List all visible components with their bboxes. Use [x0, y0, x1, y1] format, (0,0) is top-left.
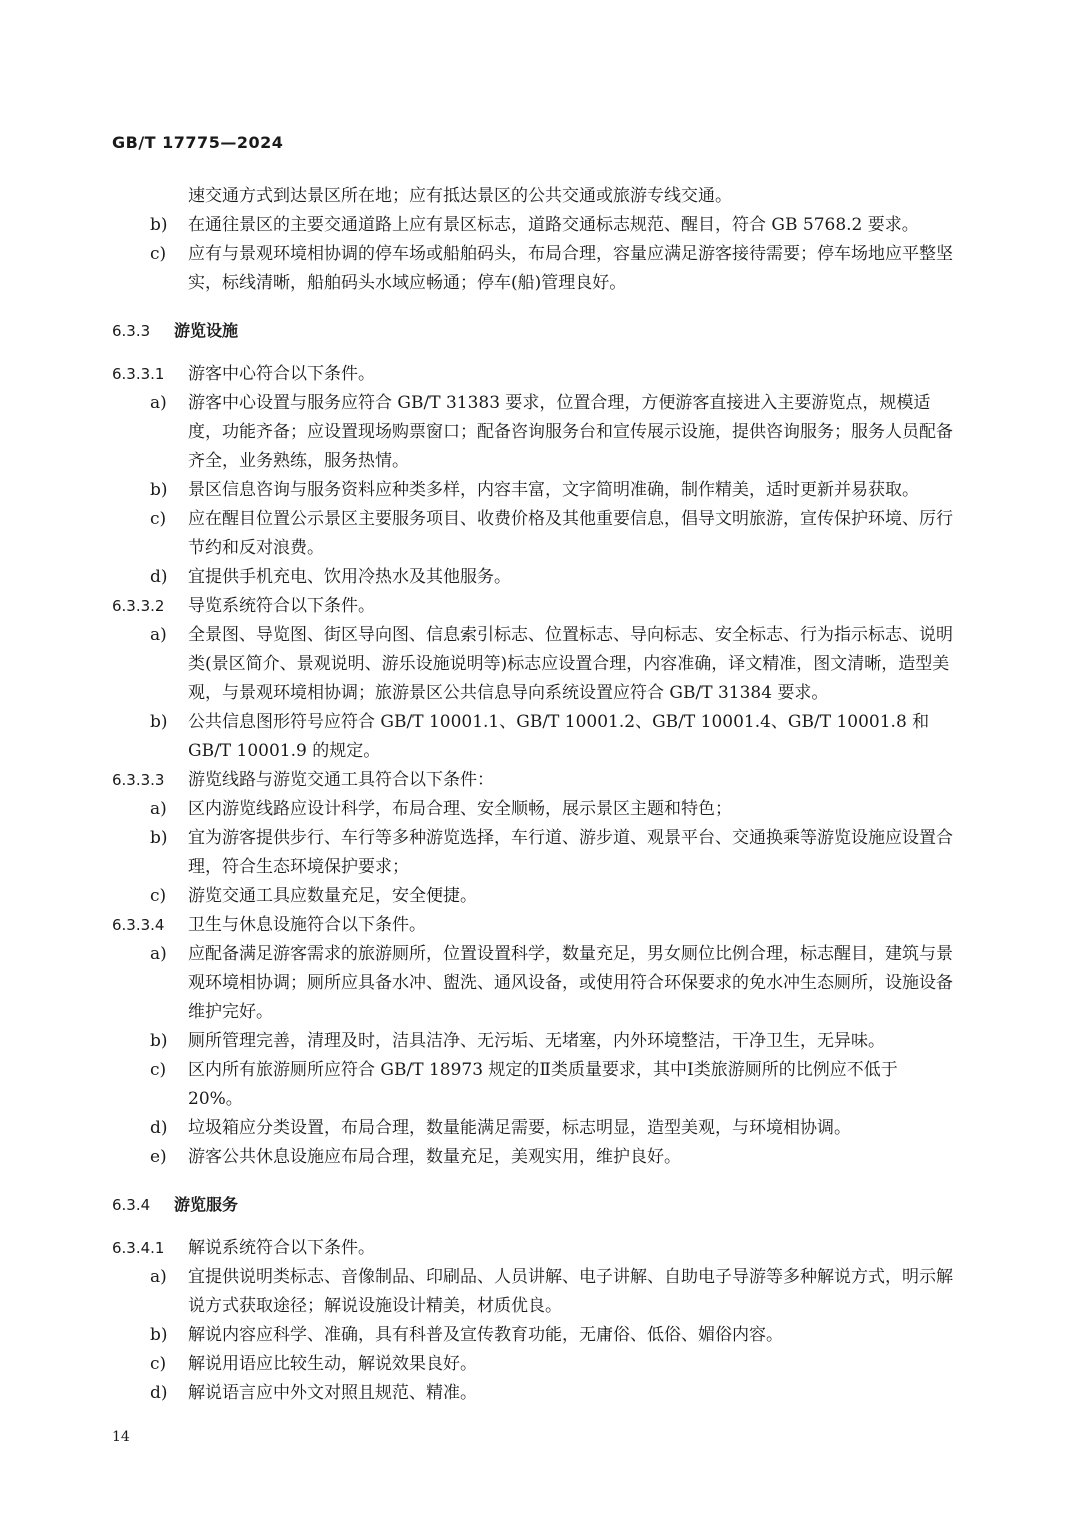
list-item: [0, 824, 1080, 882]
list-marker: a): [150, 1267, 167, 1287]
section-heading-6-3-4: [0, 1190, 1080, 1220]
clause-6-3-3-2-items: [0, 621, 1080, 766]
clause-6-3-3-3: [0, 766, 1080, 795]
clause-6-3-3-4-items: [0, 940, 1080, 1172]
clause-title: 解说系统符合以下条件。: [188, 1238, 375, 1258]
clause-title: 游客中心符合以下条件。: [188, 364, 375, 384]
clause-title: 游览线路与游览交通工具符合以下条件：: [188, 770, 494, 790]
list-marker: d): [150, 1383, 168, 1403]
list-item-text: 游客公共休息设施应布局合理，数量充足，美观实用，维护良好。: [188, 1147, 681, 1167]
clause-title: 导览系统符合以下条件。: [188, 596, 375, 616]
list-marker: c): [150, 1060, 167, 1080]
list-item: [0, 795, 1080, 824]
list-marker: b): [150, 828, 168, 848]
list-item: [0, 621, 1080, 708]
clause-title: 卫生与休息设施符合以下条件。: [188, 915, 426, 935]
list-item: [0, 389, 1080, 476]
clause-number: 6.3.3.3: [112, 771, 165, 789]
list-marker: e): [150, 1147, 167, 1167]
section-heading-6-3-3: [0, 316, 1080, 346]
list-item-text: 景区信息咨询与服务资料应种类多样，内容丰富，文字简明准确，制作精美，适时更新并易获取。: [188, 480, 919, 500]
list-marker: b): [150, 1031, 168, 1051]
document-body: [0, 182, 1080, 1408]
list-item-text: 厕所管理完善，清理及时，洁具洁净、无污垢、无堵塞，内外环境整洁，干净卫生，无异味。: [188, 1031, 885, 1051]
list-marker: c): [150, 886, 167, 906]
clause-6-3-3-1-items: [0, 389, 1080, 592]
page-number: 14: [112, 1429, 130, 1445]
section-title: 游览设施: [174, 321, 239, 340]
list-item-text: 全景图、导览图、街区导向图、信息索引标志、位置标志、导向标志、安全标志、行为指示标志、说明类(景区简介、景观说明、游乐设施说明等)标志应设置合理，内容准确，译文精准，图文清晰，造型美观，与景观环境相协调；旅游景区公共信息导向系统设置应符合 GB/T 31384 要求。: [188, 625, 953, 703]
list-marker: c): [150, 1354, 167, 1374]
list-marker: b): [150, 480, 168, 500]
list-marker: c): [150, 244, 167, 264]
list-marker: b): [150, 215, 168, 235]
list-item: [0, 476, 1080, 505]
list-item: [0, 563, 1080, 592]
list-item-text: 游览交通工具应数量充足，安全便捷。: [188, 886, 477, 906]
clause-number: 6.3.4.1: [112, 1239, 165, 1257]
section-title: 游览服务: [174, 1195, 239, 1214]
list-marker: c): [150, 509, 167, 529]
list-item-text: 宜为游客提供步行、车行等多种游览选择，车行道、游步道、观景平台、交通换乘等游览设施应设置合理，符合生态环境保护要求；: [188, 828, 953, 877]
list-item-text: 宜提供说明类标志、音像制品、印刷品、人员讲解、电子讲解、自助电子导游等多种解说方式，明示解说方式获取途径；解说设施设计精美，材质优良。: [188, 1267, 953, 1316]
list-item-text: 应配备满足游客需求的旅游厕所，位置设置科学，数量充足，男女厕位比例合理，标志醒目，建筑与景观环境相协调；厕所应具备水冲、盥洗、通风设备，或使用符合环保要求的免水冲生态厕所，设施设备维护完好。: [188, 944, 953, 1022]
list-item: [0, 211, 1080, 240]
list-item: [0, 1350, 1080, 1379]
clause-6-3-3-2: [0, 592, 1080, 621]
list-item-text: 解说内容应科学、准确，具有科普及宣传教育功能，无庸俗、低俗、媚俗内容。: [188, 1325, 783, 1345]
clause-6-3-3-4: [0, 911, 1080, 940]
section-number: 6.3.3: [112, 322, 151, 340]
list-item-text: 游客中心设置与服务应符合 GB/T 31383 要求，位置合理，方便游客直接进入主要游览点，规模适度，功能齐备；应设置现场购票窗口；配备咨询服务台和宣传展示设施，提供咨询服务；服务人员配备齐全，业务熟练，服务热情。: [188, 393, 953, 471]
list-item-text: 应在醒目位置公示景区主要服务项目、收费价格及其他重要信息，倡导文明旅游，宣传保护环境、厉行节约和反对浪费。: [188, 509, 953, 558]
clause-number: 6.3.3.2: [112, 597, 165, 615]
list-item-text: 宜提供手机充电、饮用冷热水及其他服务。: [188, 567, 511, 587]
list-item-text: 应有与景观环境相协调的停车场或船舶码头，布局合理，容量应满足游客接待需要；停车场地应平整坚实，标线清晰，船舶码头水域应畅通；停车(船)管理良好。: [188, 244, 953, 293]
list-marker: d): [150, 1118, 168, 1138]
list-item-text: 区内游览线路应设计科学，布局合理、安全顺畅，展示景区主题和特色；: [188, 799, 732, 819]
clause-6-3-4-1-items: [0, 1263, 1080, 1408]
list-item: [0, 1143, 1080, 1172]
list-marker: a): [150, 393, 167, 413]
list-item: [0, 1263, 1080, 1321]
list-marker: a): [150, 944, 167, 964]
list-item-text: 解说用语应比较生动，解说效果良好。: [188, 1354, 477, 1374]
list-marker: d): [150, 567, 168, 587]
clause-6-3-4-1: [0, 1234, 1080, 1263]
list-item-text: 解说语言应中外文对照且规范、精准。: [188, 1383, 477, 1403]
list-item: [0, 1114, 1080, 1143]
clause-6-3-3-1: [0, 360, 1080, 389]
list-marker: b): [150, 1325, 168, 1345]
list-item-text: 在通往景区的主要交通道路上应有景区标志，道路交通标志规范、醒目，符合 GB 5768.2 要求。: [188, 215, 919, 235]
list-item: [0, 1321, 1080, 1350]
list-item-text: 区内所有旅游厕所应符合 GB/T 18973 规定的Ⅱ类质量要求，其中Ⅰ类旅游厕所的比例应不低于 20%。: [188, 1060, 898, 1109]
list-item: [0, 1379, 1080, 1408]
list-marker: a): [150, 625, 167, 645]
clause-6-3-3-3-items: [0, 795, 1080, 911]
list-item: [0, 240, 1080, 298]
standard-code: GB/T 17775—2024: [112, 133, 284, 152]
list-item-text: 公共信息图形符号应符合 GB/T 10001.1、GB/T 10001.2、GB/T 10001.4、GB/T 10001.8 和 GB/T 10001.9 的规定。: [188, 712, 930, 761]
clause-number: 6.3.3.1: [112, 365, 165, 383]
list-item: [0, 882, 1080, 911]
list-item: [0, 708, 1080, 766]
list-item-text: 垃圾箱应分类设置，布局合理，数量能满足需要，标志明显，造型美观，与环境相协调。: [188, 1118, 851, 1138]
list-marker: a): [150, 799, 167, 819]
list-item: [0, 505, 1080, 563]
list-item: [0, 940, 1080, 1027]
section-number: 6.3.4: [112, 1196, 151, 1214]
list-item: [0, 1027, 1080, 1056]
list-item: [0, 1056, 1080, 1114]
list-marker: b): [150, 712, 168, 732]
clause-number: 6.3.3.4: [112, 916, 165, 934]
continued-paragraph: 速交通方式到达景区所在地；应有抵达景区的公共交通或旅游专线交通。: [188, 186, 732, 206]
